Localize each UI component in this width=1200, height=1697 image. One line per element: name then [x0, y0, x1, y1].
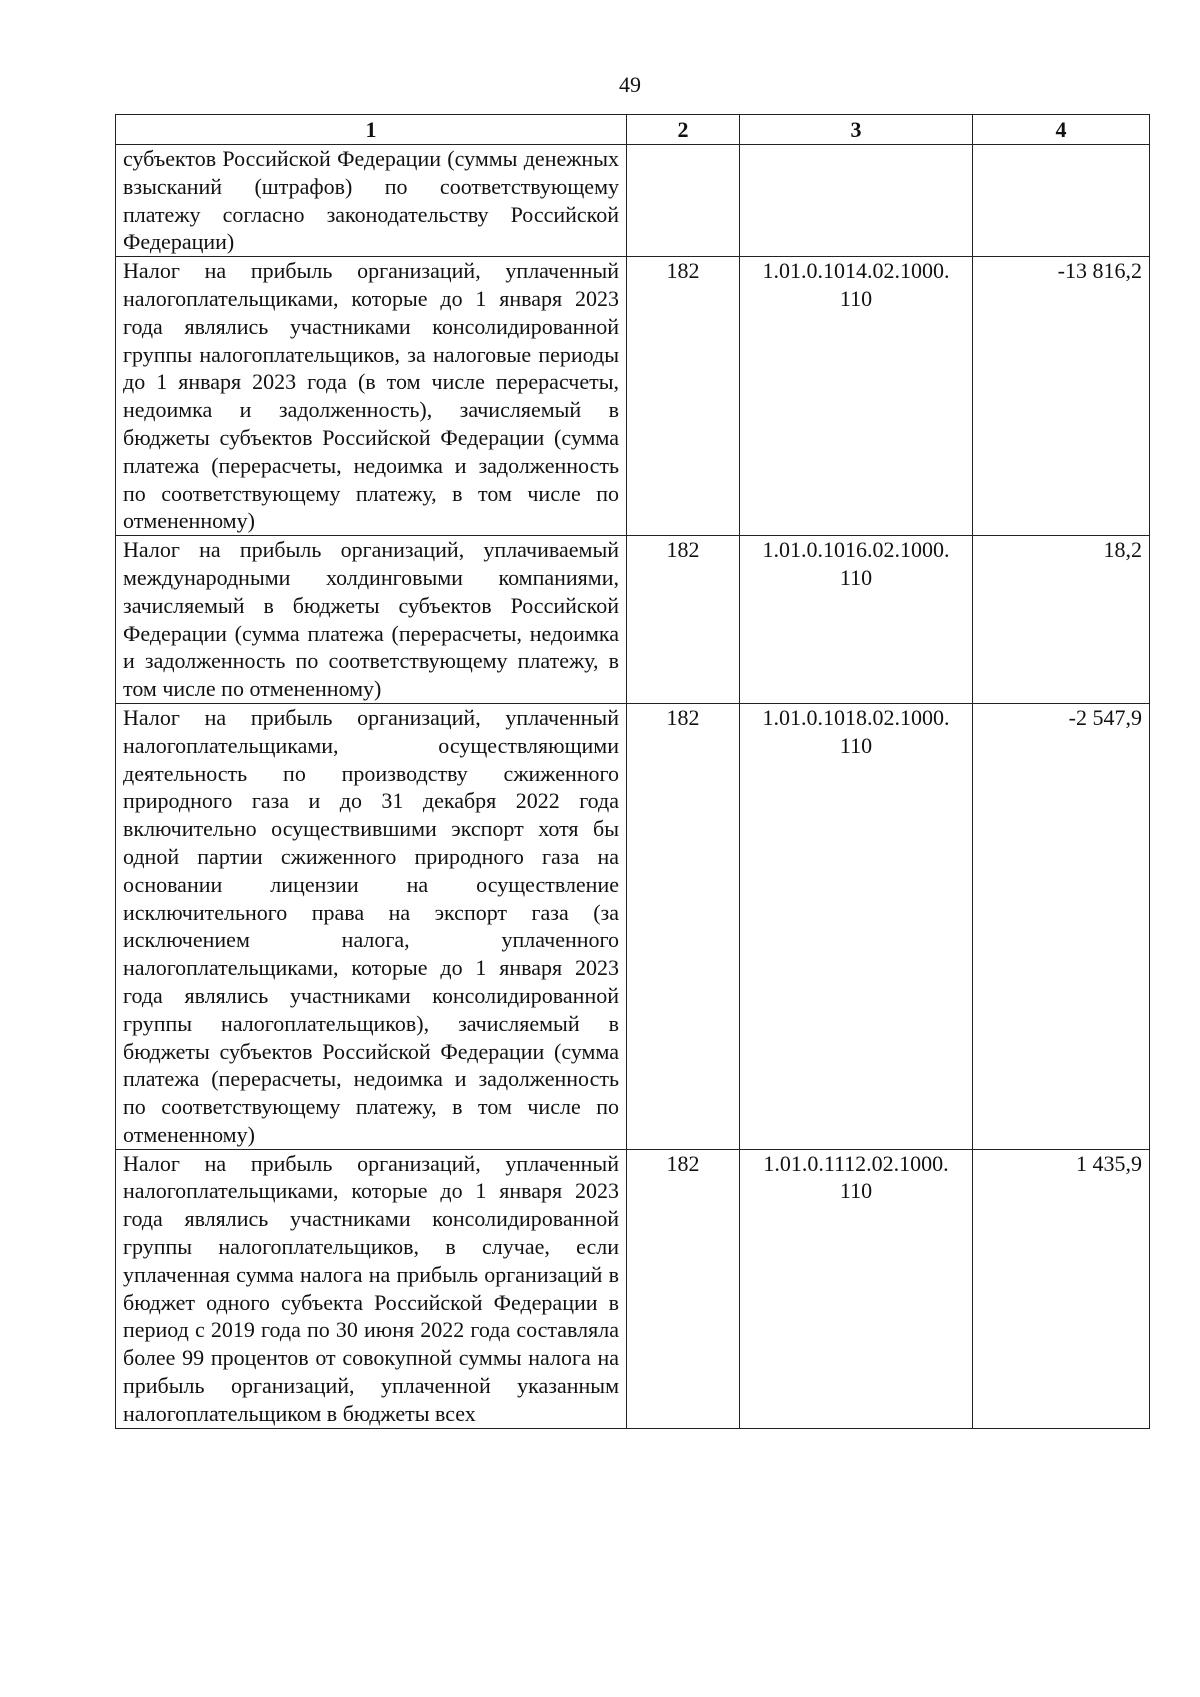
table-row [116, 703, 1150, 1149]
row-name: субъектов Российской Федерации (суммы денежных взысканий (штрафов) по соответствующему платежу согласно законодательству Российской Федерации) [116, 145, 627, 257]
header-col-3: 3 [740, 115, 973, 145]
header-col-2: 2 [627, 115, 740, 145]
row-name: Налог на прибыль организаций, уплаченный налогоплательщиками, осуществляющими деятельность по производству сжиженного природного газа и до 31 декабря 2022 года включительно осуществившими экспорт хотя бы одной партии сжиженного природного газа на основании лицензии на осуществление исключительного права на экспорт газа (за исключением налога, уплаченного налогоплательщиками, которые до 1 января 2023 года являлись участниками консолидированной группы налогоплательщиков), зачисляемый в бюджеты субъектов Российской Федерации (сумма платежа (перерасчеты, недоимка и задолженность по соответствующему платежу, в том числе по отмененному) [116, 703, 627, 1149]
header-row [116, 115, 1150, 145]
row-budget-code [740, 703, 973, 1149]
row-amount [973, 145, 1150, 257]
row-admin-code: 182 [627, 257, 740, 536]
row-budget-code [740, 1149, 973, 1428]
row-admin-code: 182 [627, 703, 740, 1149]
row-admin-code [627, 145, 740, 257]
row-amount: 18,2 [973, 536, 1150, 704]
budget-code-line2: 110 [839, 564, 873, 590]
row-budget-code [740, 257, 973, 536]
table-row [116, 536, 1150, 704]
budget-code-line2: 110 [839, 732, 873, 758]
row-name: Налог на прибыль организаций, уплаченный налогоплательщиками, которые до 1 января 2023 года являлись участниками консолидированной группы налогоплательщиков, за налоговые периоды до 1 января 2023 года (в том числе перерасчеты, недоимка и задолженность), зачисляемый в бюджеты субъектов Российской Федерации (сумма платежа (перерасчеты, недоимка и задолженность по соответствующему платежу, в том числе по отмененному) [116, 257, 627, 536]
table-row [116, 1149, 1150, 1428]
header-col-4: 4 [973, 115, 1150, 145]
page-number: 49 [619, 72, 641, 97]
row-amount: -2 547,9 [973, 703, 1150, 1149]
header-col-1: 1 [116, 115, 627, 145]
budget-code-line2: 110 [839, 1178, 873, 1204]
row-amount: 1 435,9 [973, 1149, 1150, 1428]
row-budget-code [740, 145, 973, 257]
budget-code-line1: 1.01.0.1014.02.1000. [762, 258, 950, 284]
budget-code-line1: 1.01.0.1018.02.1000. [762, 704, 950, 730]
budget-code-line2: 110 [839, 285, 873, 311]
row-name: Налог на прибыль организаций, уплачиваемый международными холдинговыми компаниями, зачисляемый в бюджеты субъектов Российской Федерации (сумма платежа (перерасчеты, недоимка и задолженность по соответствующему платежу, в том числе по отмененному) [116, 536, 627, 704]
budget-code-line1: 1.01.0.1016.02.1000. [762, 537, 950, 563]
row-amount: -13 816,2 [973, 257, 1150, 536]
row-admin-code: 182 [627, 1149, 740, 1428]
budget-code-line1: 1.01.0.1112.02.1000. [763, 1150, 949, 1176]
table-row [116, 145, 1150, 257]
row-name: Налог на прибыль организаций, уплаченный налогоплательщиками, которые до 1 января 2023 года являлись участниками консолидированной группы налогоплательщиков, в случае, если уплаченная сумма налога на прибыль организаций в бюджет одного субъекта Российской Федерации в период с 2019 года по 30 июня 2022 года составляла более 99 процентов от совокупной суммы налога на прибыль организаций, уплаченной указанным налогоплательщиком в бюджеты всех [116, 1149, 627, 1428]
revenue-table [115, 114, 1150, 1429]
row-budget-code [740, 536, 973, 704]
table-row [116, 257, 1150, 536]
row-admin-code: 182 [627, 536, 740, 704]
